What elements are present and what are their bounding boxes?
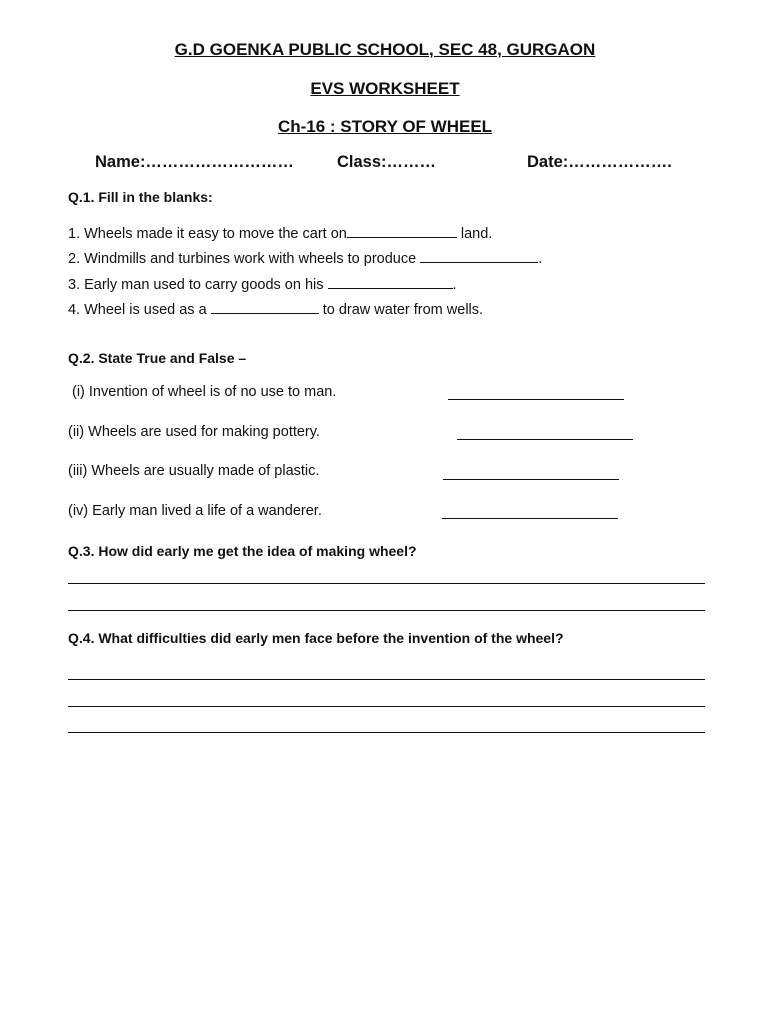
q2-item-2: (ii) Wheels are used for making pottery. <box>68 424 320 440</box>
q4-answer-line-2[interactable] <box>68 706 705 707</box>
q1-blank-2[interactable] <box>420 248 538 263</box>
q1-item-1 <box>68 223 492 242</box>
q1-item-4 <box>68 299 483 318</box>
q1-item-2-text: 2. Windmills and turbines work with wheels to produce <box>68 251 421 267</box>
q1-blank-1[interactable] <box>347 223 457 238</box>
q1-blank-3[interactable] <box>328 274 453 289</box>
date-field[interactable]: Date:………………. <box>527 153 672 171</box>
q1-item-1-text: 1. Wheels made it easy to move the cart on <box>68 226 347 242</box>
name-field[interactable]: Name:……………………… <box>95 153 294 171</box>
q3-answer-line-2[interactable] <box>68 610 705 611</box>
q4-heading: Q.4. What difficulties did early men face before the invention of the wheel? <box>68 630 564 646</box>
q1-item-3-text: 3. Early man used to carry goods on his <box>68 277 328 293</box>
q1-item-4-tail: to draw water from wells. <box>318 302 484 318</box>
q2-item-4: (iv) Early man lived a life of a wanderer. <box>68 503 322 519</box>
worksheet-title: EVS WORKSHEET <box>310 79 460 98</box>
q2-item-3: (iii) Wheels are usually made of plastic. <box>68 463 320 479</box>
school-title: G.D GOENKA PUBLIC SCHOOL, SEC 48, GURGAON <box>174 40 596 59</box>
q1-item-3 <box>68 274 457 293</box>
q1-item-1-tail: land. <box>456 226 493 242</box>
q2-answer-line-1[interactable] <box>448 399 624 400</box>
class-field[interactable]: Class:……… <box>337 153 437 171</box>
q3-heading: Q.3. How did early me get the idea of making wheel? <box>68 543 417 559</box>
q1-item-4-text: 4. Wheel is used as a <box>68 302 211 318</box>
q1-heading: Q.1. Fill in the blanks: <box>68 189 213 205</box>
q1-item-3-tail: . <box>452 277 457 293</box>
q3-answer-line-1[interactable] <box>68 583 705 584</box>
q2-heading: Q.2. State True and False – <box>68 350 247 366</box>
q2-answer-line-4[interactable] <box>442 518 618 519</box>
q1-item-2 <box>68 248 542 267</box>
chapter-title: Ch-16 : STORY OF WHEEL <box>277 117 493 136</box>
q1-item-2-tail: . <box>538 251 543 267</box>
q4-answer-line-1[interactable] <box>68 679 705 680</box>
q2-item-1: (i) Invention of wheel is of no use to man. <box>72 384 337 400</box>
q1-blank-4[interactable] <box>211 299 319 314</box>
q4-answer-line-3[interactable] <box>68 732 705 733</box>
q2-answer-line-2[interactable] <box>457 439 633 440</box>
q2-answer-line-3[interactable] <box>443 479 619 480</box>
